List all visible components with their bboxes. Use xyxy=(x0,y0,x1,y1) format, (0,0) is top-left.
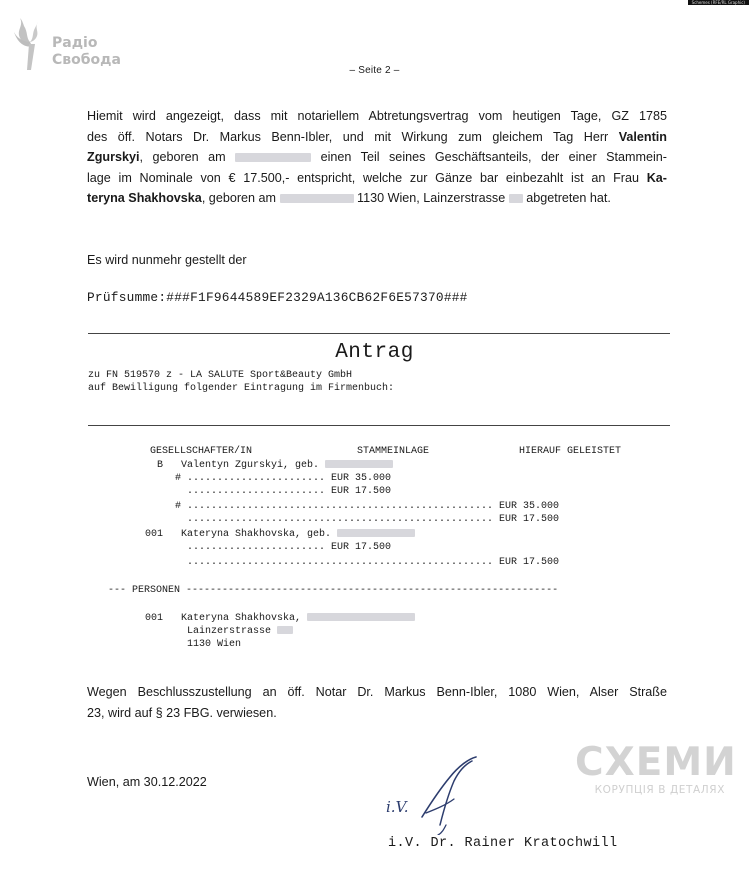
antrag-title: Antrag xyxy=(335,341,414,364)
intro-text: einen Teil seines Geschäftsanteils, der einer Stammein- xyxy=(311,150,667,165)
watermark-tagline: КОРУПЦІЯ В ДЕТАЛЯХ xyxy=(594,784,725,796)
checksum: Prüfsumme:###F1F9644589EF2329A136CB62F6E57370### xyxy=(87,290,468,305)
intro-paragraph xyxy=(87,106,667,209)
date-place: Wien, am 30.12.2022 xyxy=(87,775,207,789)
shareholder-valentyn: B Valentyn Zgurskyi, geb. xyxy=(157,460,326,471)
redacted-birthdate xyxy=(235,153,311,162)
table-row: ....................... EUR 17.500 xyxy=(175,486,392,497)
intro-line-2 xyxy=(87,127,667,148)
intro-line-3 xyxy=(87,147,667,168)
intro-line-4 xyxy=(87,168,667,189)
intro-text: abgetreten hat. xyxy=(522,191,611,206)
antrag-line-1: zu FN 519570 z - LA SALUTE Sport&Beauty GmbH xyxy=(88,370,353,381)
flame-torch-icon xyxy=(12,16,46,72)
redacted-birthdate xyxy=(280,194,354,203)
handwritten-signature xyxy=(380,755,490,835)
table-row: ................................................... EUR 17.500 xyxy=(187,557,560,568)
table-row: # ................................................... EUR 35.000 xyxy=(175,501,560,512)
header-paid: HIERAUF GELEISTET xyxy=(519,446,622,457)
signer-name: i.V. Dr. Rainer Kratochwill xyxy=(388,836,618,851)
table-row: ................................................... EUR 17.500 xyxy=(175,514,560,525)
redacted-birthdate xyxy=(307,613,415,621)
redacted-birthdate xyxy=(325,460,393,468)
name-teryna-shakhovska: teryna Shakhovska xyxy=(87,191,202,206)
request-line xyxy=(87,250,667,271)
table-row xyxy=(157,460,393,472)
footer-line-2: 23, wird auf § 23 FBG. verwiesen. xyxy=(87,706,277,720)
redacted-birthdate xyxy=(337,529,415,537)
handwritten-iv: i.V. xyxy=(386,798,409,816)
intro-text: 1130 Wien, Lainzerstrasse xyxy=(353,191,509,206)
person-row xyxy=(145,613,415,625)
page-number: – Seite 2 – xyxy=(349,65,400,76)
redacted-house-number xyxy=(509,194,523,203)
request-line-text: Es wird nunmehr gestellt der xyxy=(87,253,247,267)
antrag-line-2: auf Bewilligung folgender Eintragung im Firmenbuch: xyxy=(88,383,395,394)
intro-text: lage im Nominale von € 17.500,- entspricht, welche zur Gänze bar einbezahlt ist an Frau xyxy=(87,170,647,185)
table-row xyxy=(145,529,415,541)
image-credit: Schemes (RFE/RL Graphic) xyxy=(688,0,749,5)
intro-text: des öff. Notars Dr. Markus Benn-Ibler, und mit Wirkung zum gleichem Tag Herr xyxy=(87,129,619,144)
footer-paragraph xyxy=(87,682,667,724)
divider-middle xyxy=(88,425,670,426)
header-shareholder: GESELLSCHAFTER/IN xyxy=(150,446,253,457)
antrag-subtitle xyxy=(88,369,394,395)
logo-line-svoboda: Свобода xyxy=(52,52,121,68)
name-zgurskyi: Zgurskyi xyxy=(87,150,140,165)
table-row: ....................... EUR 17.500 xyxy=(187,542,392,553)
intro-text: , geboren am xyxy=(201,191,280,206)
skhemy-watermark xyxy=(575,740,737,796)
person-row: 1130 Wien xyxy=(187,639,242,650)
intro-text: , geboren am xyxy=(139,150,236,165)
person-row xyxy=(187,626,293,638)
redacted-house-number xyxy=(277,626,293,634)
footer-line-1: Wegen Beschlusszustellung an öff. Notar Dr. Markus Benn-Ibler, 1080 Wien, Alser Straße xyxy=(87,685,667,699)
name-valentin: Valentin xyxy=(618,129,667,144)
watermark-title: СХЕМИ xyxy=(575,740,737,785)
person-kateryna: 001 Kateryna Shakhovska, xyxy=(145,613,308,624)
name-ka: Ka- xyxy=(646,170,667,185)
intro-line-5 xyxy=(87,188,667,209)
table-row: # ....................... EUR 35.000 xyxy=(175,473,392,484)
divider-top xyxy=(88,333,670,334)
logo-line-radio: Радіо xyxy=(52,35,98,51)
persons-divider: --- PERSONEN -------------------------------------------------------------- xyxy=(108,585,559,596)
person-street: Lainzerstrasse xyxy=(187,626,278,637)
intro-line-1: Hiemit wird angezeigt, dass mit notariellem Abtretungsvertrag vom heutigen Tage, GZ 1785 xyxy=(87,109,667,123)
header-contribution: STAMMEINLAGE xyxy=(357,446,430,457)
shareholder-kateryna: 001 Kateryna Shakhovska, geb. xyxy=(145,529,338,540)
